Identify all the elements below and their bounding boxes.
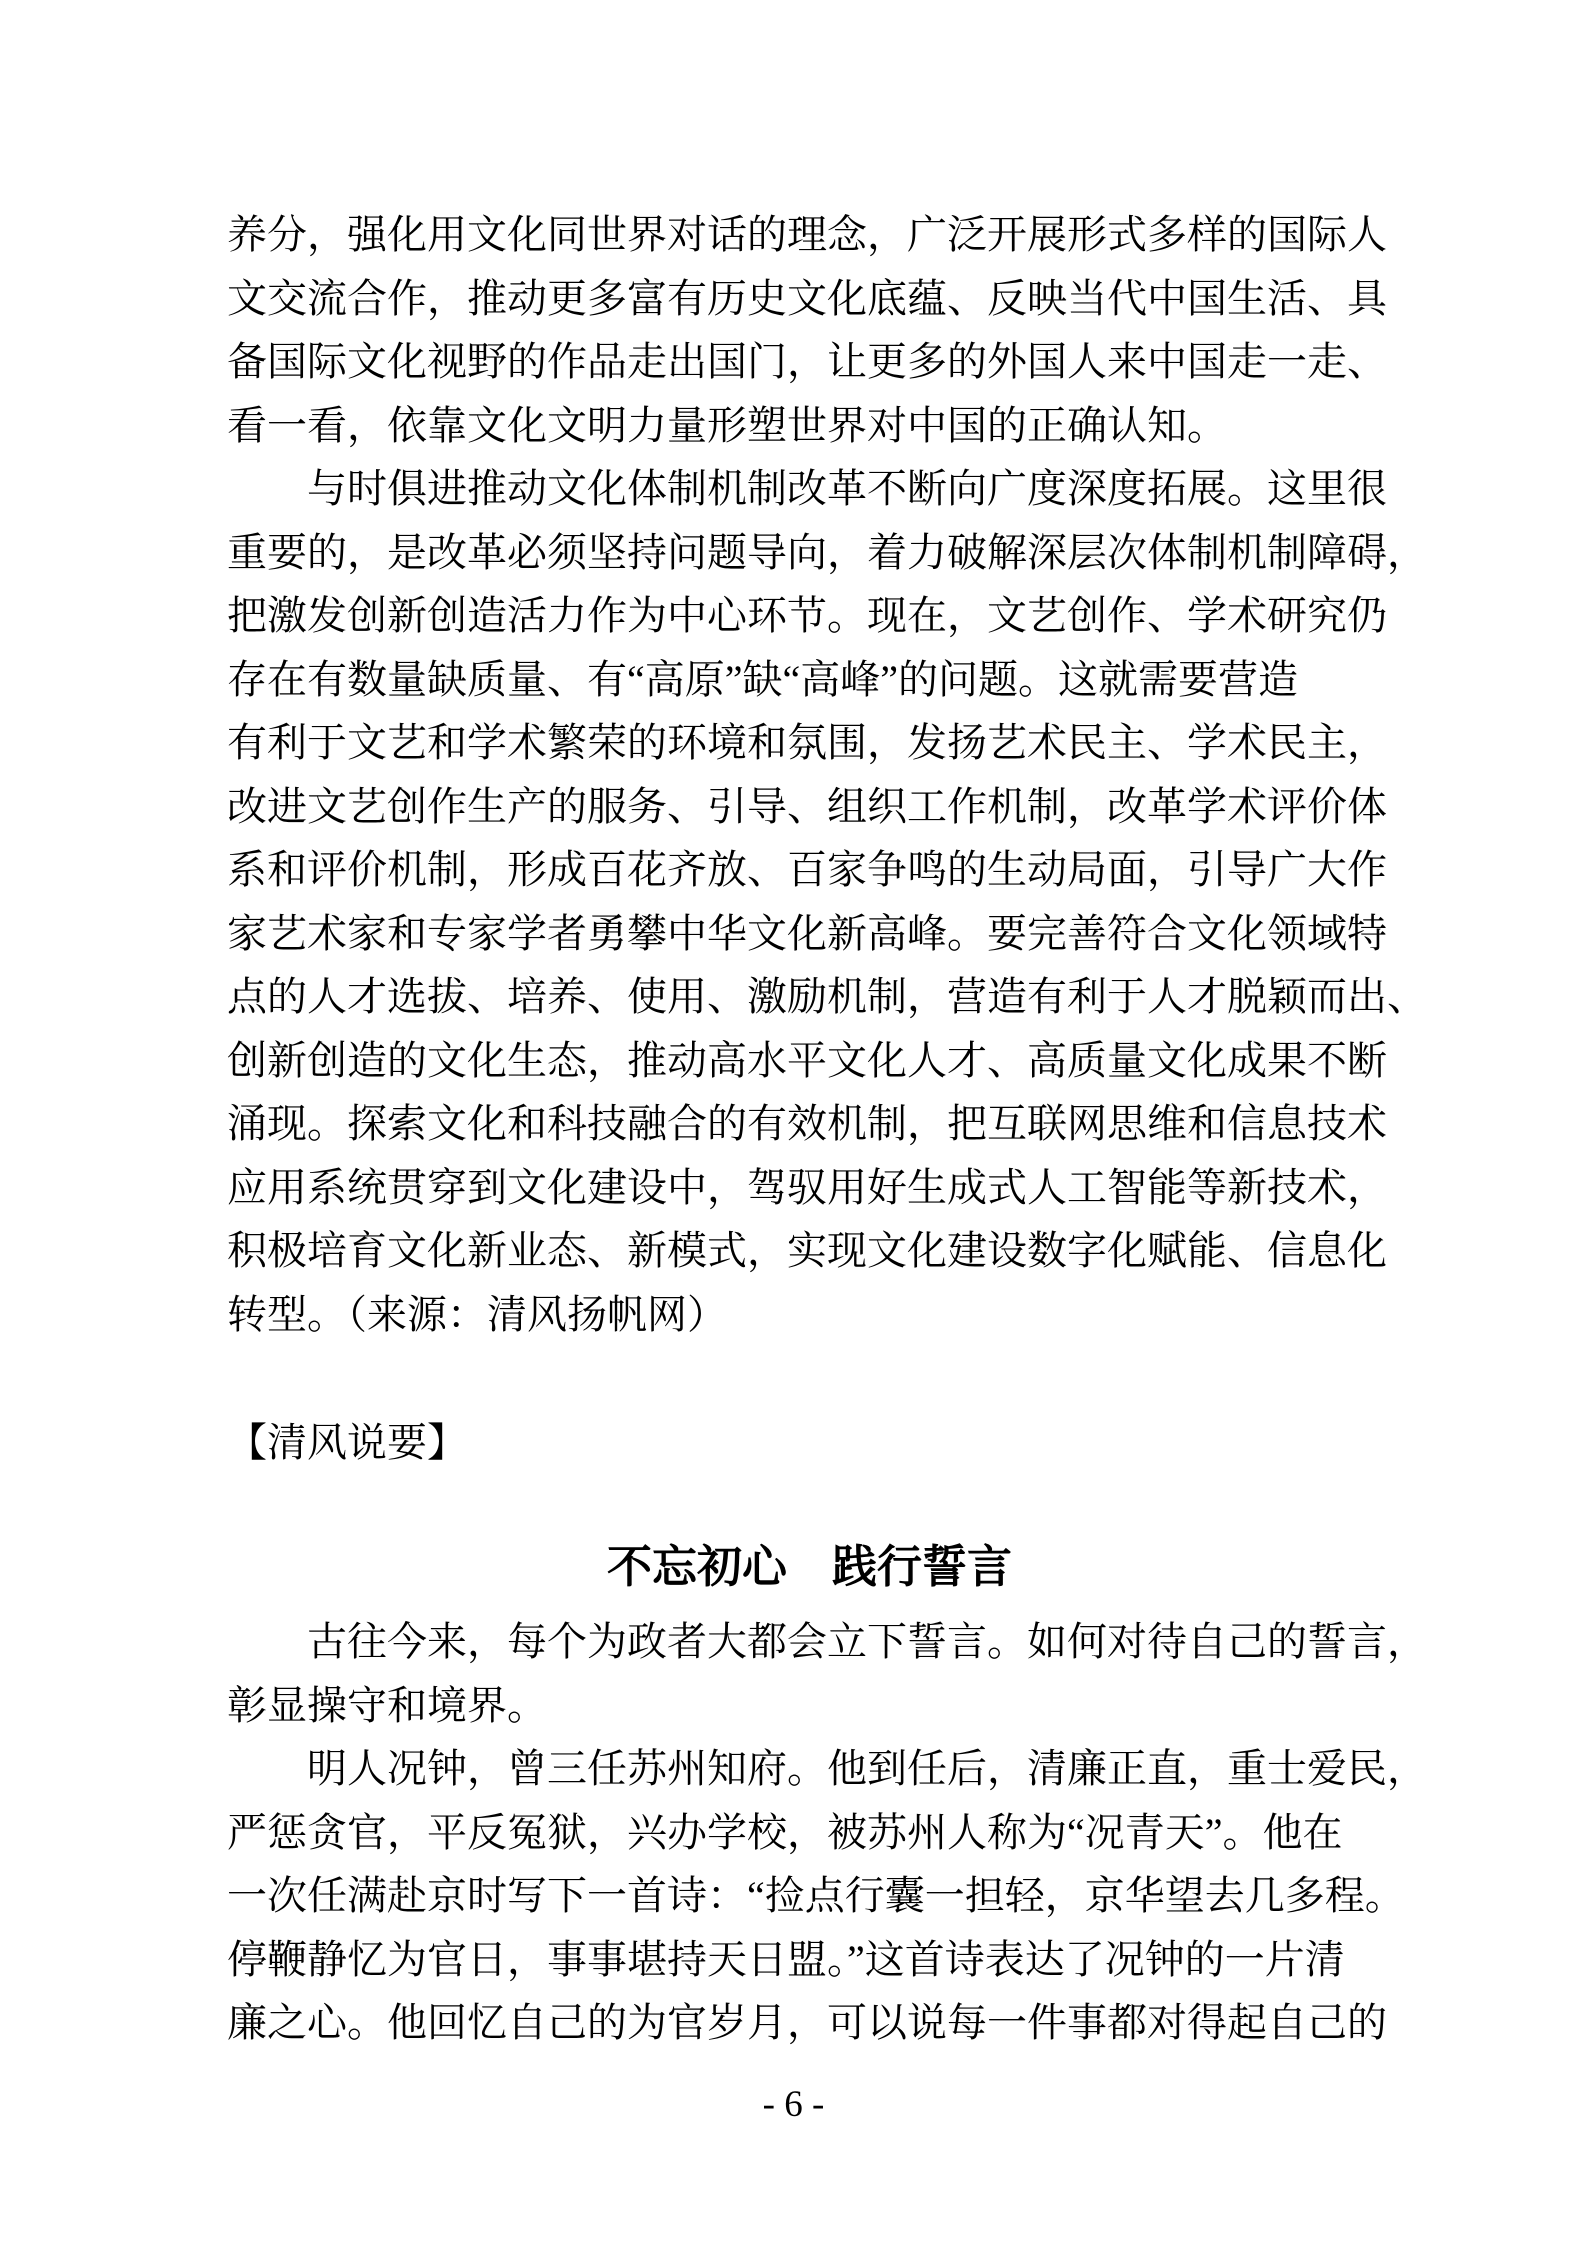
body-line: 把激发创新创造活力作为中心环节。现在，文艺创作、学术研究仍	[227, 593, 1387, 638]
body-text	[227, 203, 1427, 1346]
paragraph-3	[227, 1610, 1427, 1737]
section-header: 【清风说要】	[227, 1420, 467, 1465]
body-line: 转型。（来源：清风扬帆网）	[227, 1291, 727, 1337]
body-line: 养分，强化用文化同世界对话的理念，广泛开展形式多样的国际人	[227, 212, 1387, 257]
body-line: 停鞭静忆为官日，事事堪持天日盟。”这首诗表达了况钟的一片清	[227, 1936, 1345, 1982]
body-line: 积极培育文化新业态、新模式，实现文化建设数字化赋能、信息化	[227, 1228, 1387, 1273]
body-line: 系和评价机制，形成百花齐放、百家争鸣的生动局面，引导广大作	[227, 847, 1387, 892]
body-line: 彰显操守和境界。	[227, 1682, 547, 1728]
body-line: 文交流合作，推动更多富有历史文化底蕴、反映当代中国生活、具	[227, 275, 1387, 321]
body-line: 明人况钟，曾三任苏州知府。他到任后，清廉正直，重士爱民，	[307, 1746, 1427, 1791]
body-line: 改进文艺创作生产的服务、引导、组织工作机制，改革学术评价体	[227, 783, 1387, 829]
body-line: 看一看，依靠文化文明力量形塑世界对中国的正确认知。	[227, 402, 1227, 448]
page-number-footer: - 6 -	[762, 2084, 825, 2125]
body-line: 一次任满赴京时写下一首诗：“捡点行囊一担轻，京华望去几多程。	[227, 1873, 1405, 1918]
body-line: 家艺术家和专家学者勇攀中华文化新高峰。要完善符合文化领域特	[227, 910, 1387, 956]
body-line: 点的人才选拔、培养、使用、激励机制，营造有利于人才脱颖而出、	[227, 974, 1427, 1019]
paragraph-4	[227, 1737, 1427, 2055]
body-line: 创新创造的文化生态，推动高水平文化人才、高质量文化成果不断	[227, 1037, 1387, 1083]
body-line: 严惩贪官，平反冤狱，兴办学校，被苏州人称为“况青天”。他在	[227, 1809, 1343, 1855]
article-title: 不忘初心 践行誓言	[606, 1542, 1012, 1592]
body-line: 备国际文化视野的作品走出国门，让更多的外国人来中国走一走、	[227, 339, 1387, 384]
body-line: 重要的，是改革必须坚持问题导向，着力破解深层次体制机制障碍，	[227, 529, 1427, 575]
body-line: 应用系统贯穿到文化建设中，驾驭用好生成式人工智能等新技术，	[227, 1164, 1387, 1210]
body-line: 涌现。探索文化和科技融合的有效机制，把互联网思维和信息技术	[227, 1101, 1387, 1146]
body-line: 有利于文艺和学术繁荣的环境和氛围，发扬艺术民主、学术民主，	[227, 720, 1387, 765]
paragraph-2	[227, 457, 1427, 1346]
body-line: 古往今来，每个为政者大都会立下誓言。如何对待自己的誓言，	[307, 1619, 1427, 1664]
body-line: 与时俱进推动文化体制机制改革不断向广度深度拓展。这里很	[307, 466, 1387, 511]
paragraph-1	[227, 203, 1392, 457]
body-line: 廉之心。他回忆自己的为官岁月，可以说每一件事都对得起自己的	[227, 2000, 1387, 2045]
body-line: 存在有数量缺质量、有“高原”缺“高峰”的问题。这就需要营造	[227, 656, 1299, 702]
